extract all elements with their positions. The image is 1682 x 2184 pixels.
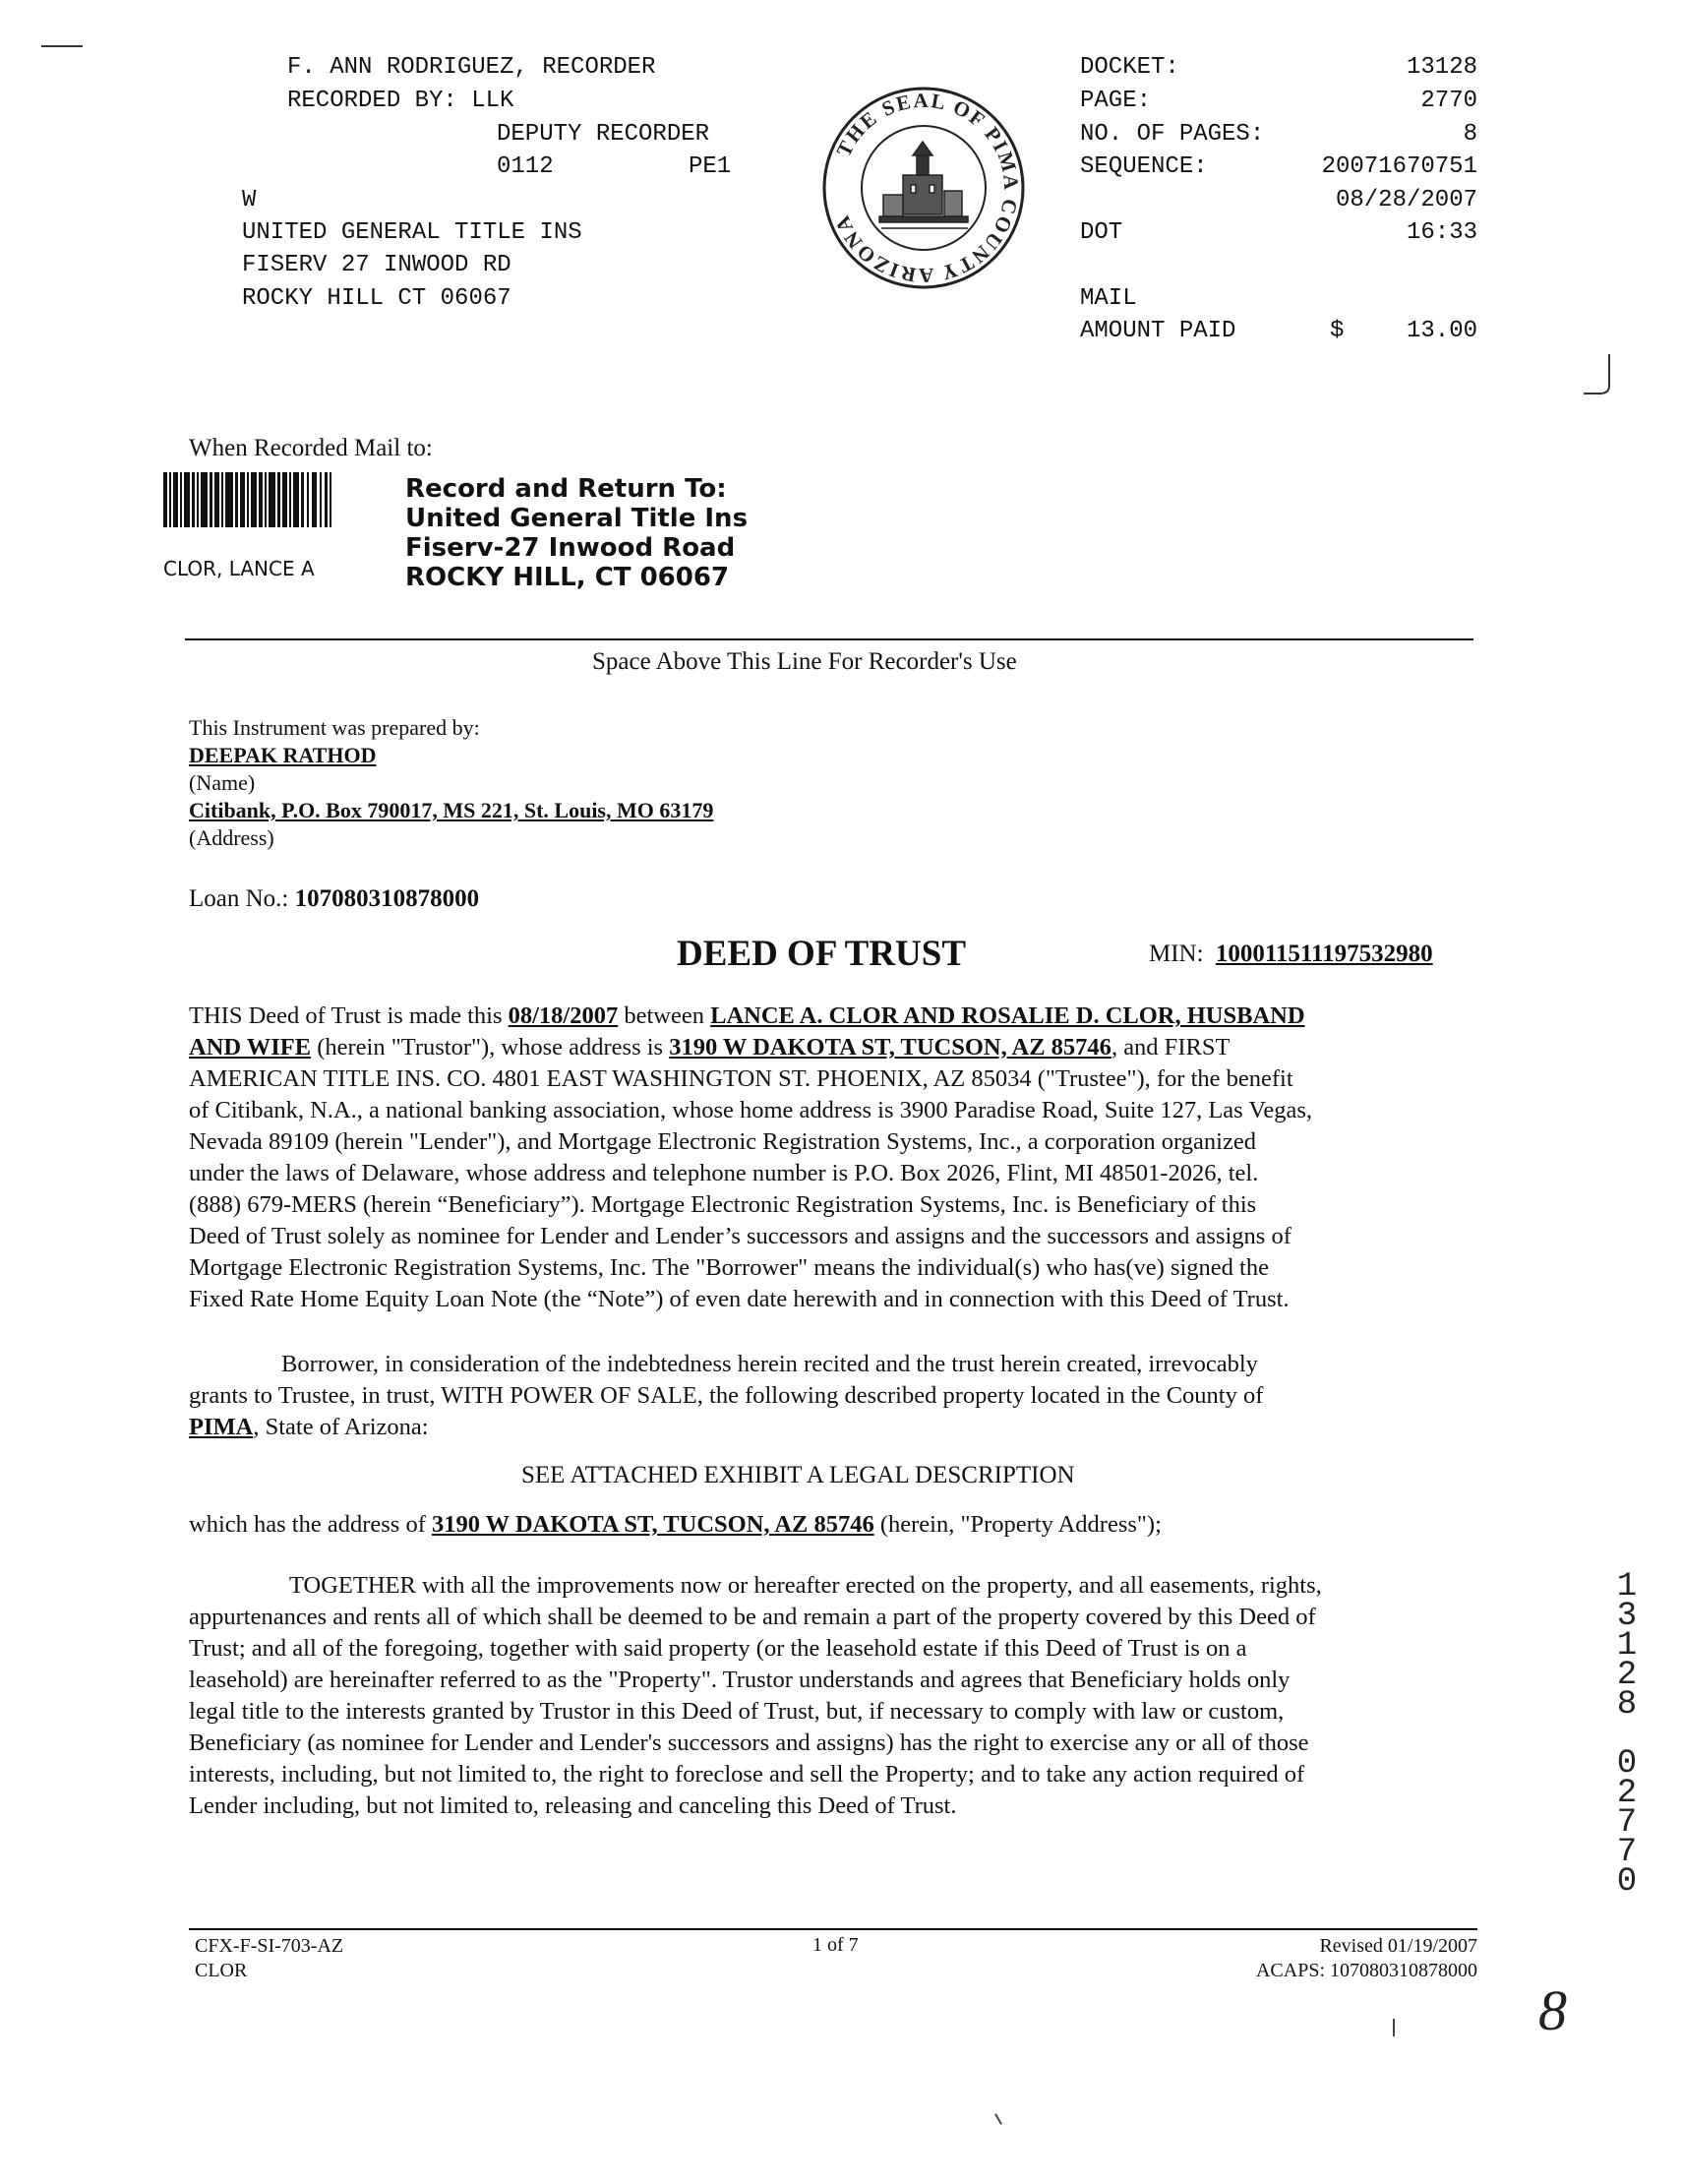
scan-mark-hook <box>1580 350 1615 399</box>
stamp-digit: 2 <box>1616 1657 1638 1694</box>
pages-value: 8 <box>1463 121 1477 148</box>
p1-line-4: of Citibank, N.A., a national banking association, whose home address is 3900 Paradise Road, Suite 127, Las Vegas, <box>189 1097 1313 1123</box>
p3-text: which has the address of <box>189 1511 432 1538</box>
p1-line-1 <box>189 1001 1305 1032</box>
currency-symbol: $ <box>1330 318 1345 344</box>
revision-date: Revised 01/19/2007 <box>1319 1935 1477 1957</box>
recorder-divider <box>185 638 1473 640</box>
handwritten-page-number: 8 <box>1538 1978 1567 2042</box>
stamp-digit: 2 <box>1616 1775 1638 1812</box>
return-line-1: Record and Return To: <box>405 474 727 504</box>
p3-line <box>189 1509 1162 1541</box>
p3-text: (herein, "Property Address"); <box>873 1511 1162 1538</box>
sequence-label: SEQUENCE: <box>1080 153 1208 180</box>
recorder-name: F. ANN RODRIGUEZ, RECORDER <box>287 54 656 81</box>
preparer-address: Citibank, P.O. Box 790017, MS 221, St. Louis, MO 63179 <box>189 798 714 822</box>
p1-line-7: (888) 679-MERS (herein “Beneficiary”). Mortgage Electronic Registration Systems, Inc. is Beneficiary of this <box>189 1191 1257 1218</box>
p1-line-10: Fixed Rate Home Equity Loan Note (the “Note”) of even date herewith and in connection with this Deed of Trust. <box>189 1286 1290 1312</box>
min-number: 100011511197532980 <box>1215 940 1433 967</box>
scan-speck <box>1393 2019 1395 2036</box>
p2-line-2: grants to Trustee, in trust, WITH POWER OF SALE, the following described property located in the County of <box>189 1382 1264 1409</box>
p1-line-2 <box>189 1032 1230 1063</box>
footer-right <box>1131 1934 1477 1983</box>
stamp-digit: 1 <box>1616 1627 1638 1665</box>
margin-docket-stamp <box>1607 1568 1647 1901</box>
footer-left <box>195 1934 343 1983</box>
page-label: PAGE: <box>1080 88 1152 114</box>
page-value: 2770 <box>1420 88 1477 114</box>
scan-speck <box>994 2113 1002 2124</box>
p1-text: (herein "Trustor"), whose address is <box>311 1034 670 1061</box>
trustor-names-cont: AND WIFE <box>189 1034 312 1061</box>
amount-value: 13.00 <box>1406 318 1477 344</box>
amount-label: AMOUNT PAID <box>1080 318 1236 344</box>
p4-line-6: Beneficiary (as nominee for Lender and Lender's successors and assigns) has the right to exercise any or all of those <box>189 1729 1309 1756</box>
stamp-digit: 1 <box>1616 1568 1638 1606</box>
deed-date: 08/18/2007 <box>508 1002 619 1029</box>
p4-line-4: leasehold) are hereinafter referred to as the "Property". Trustor understands and agrees that Beneficiary holds only <box>189 1667 1291 1693</box>
pages-label: NO. OF PAGES: <box>1080 121 1265 148</box>
recording-date: 08/28/2007 <box>1335 187 1477 213</box>
return-line-3: Fiserv-27 Inwood Road <box>405 533 736 563</box>
exhibit-reference: SEE ATTACHED EXHIBIT A LEGAL DESCRIPTION <box>521 1462 1075 1488</box>
prepared-intro: This Instrument was prepared by: <box>189 715 480 740</box>
acaps-number: ACAPS: 107080310878000 <box>1255 1960 1477 1981</box>
min-label: MIN: <box>1149 940 1204 967</box>
docket-value: 13128 <box>1406 54 1477 81</box>
barcode-icon <box>163 472 332 527</box>
when-recorded-label: When Recorded Mail to: <box>189 435 433 461</box>
return-address <box>405 474 748 592</box>
footer-borrower: CLOR <box>195 1960 248 1981</box>
document-title: DEED OF TRUST <box>677 934 967 974</box>
p4-line-3: Trust; and all of the foregoing, together with said property (or the leasehold estate if this Deed of Trust is on a <box>189 1635 1247 1662</box>
page-indicator: 1 of 7 <box>812 1934 859 1956</box>
addressee-line-1: UNITED GENERAL TITLE INS <box>242 219 582 246</box>
p1-line-5: Nevada 89109 (herein "Lender"), and Mortgage Electronic Registration Systems, Inc., a corporation organized <box>189 1128 1256 1155</box>
mail-label: MAIL <box>1080 285 1137 312</box>
p1-line-3: AMERICAN TITLE INS. CO. 4801 EAST WASHINGTON ST. PHOENIX, AZ 85034 ("Trustee"), for the benefit <box>189 1065 1293 1092</box>
recorder-code-2: PE1 <box>689 153 732 180</box>
recording-time: 16:33 <box>1406 219 1477 246</box>
p1-text: , and FIRST <box>1111 1034 1231 1061</box>
p2-line-1: Borrower, in consideration of the indebtedness herein recited and the trust herein created, irrevocably <box>281 1351 1258 1377</box>
recorder-use-label: Space Above This Line For Recorder's Use <box>592 648 1017 675</box>
property-address: 3190 W DAKOTA ST, TUCSON, AZ 85746 <box>431 1511 874 1538</box>
min-row <box>1149 940 1433 968</box>
scan-mark <box>41 45 83 47</box>
return-line-2: United General Title Ins <box>405 504 749 533</box>
stamp-digit: 3 <box>1616 1598 1638 1635</box>
loan-label: Loan No.: <box>189 885 289 912</box>
addressee-line-2: FISERV 27 INWOOD RD <box>242 252 511 278</box>
form-number: CFX-F-SI-703-AZ <box>195 1935 344 1957</box>
docket-label: DOCKET: <box>1080 54 1179 81</box>
p4-line-8: Lender including, but not limited to, releasing and canceling this Deed of Trust. <box>189 1792 957 1819</box>
preparer-name: DEEPAK RATHOD <box>189 743 377 767</box>
recorded-by: RECORDED BY: LLK <box>287 88 514 114</box>
stamp-digit: 0 <box>1616 1863 1638 1901</box>
footer-divider <box>189 1928 1477 1930</box>
prepared-by-block <box>189 714 713 852</box>
p1-line-6: under the laws of Delaware, whose address and telephone number is P.O. Box 2026, Flint, MI 48501-2026, tel. <box>189 1160 1259 1186</box>
stamp-digit: 7 <box>1616 1804 1638 1842</box>
barcode-name: CLOR, LANCE A <box>163 557 315 580</box>
p1-text: THIS Deed of Trust is made this <box>189 1002 509 1029</box>
p4-line-2: appurtenances and rents all of which shall be deemed to be and remain a part of the property covered by this Deed of <box>189 1604 1316 1630</box>
recorder-code: 0112 <box>497 153 554 180</box>
p1-text: between <box>618 1002 711 1029</box>
return-line-4: ROCKY HILL, CT 06067 <box>405 563 730 592</box>
pima-county-seal <box>820 85 1027 291</box>
w-mark: W <box>242 187 257 213</box>
seal-text: THE SEAL OF PIMA COUNTY ARIZONA <box>829 88 1024 288</box>
stamp-digit: 8 <box>1616 1686 1638 1724</box>
p4-line-5: legal title to the interests granted by Trustor in this Deed of Trust, but, if necessary to comply with law or custom, <box>189 1698 1285 1725</box>
p1-line-9: Mortgage Electronic Registration Systems, Inc. The "Borrower" means the individual(s) who has(ve) signed the <box>189 1254 1269 1281</box>
sequence-value: 20071670751 <box>1321 153 1477 180</box>
dot-label: DOT <box>1080 219 1123 246</box>
stamp-digit: 0 <box>1616 1745 1638 1783</box>
addressee-line-3: ROCKY HILL CT 06067 <box>242 285 511 312</box>
loan-number: 107080310878000 <box>294 885 480 912</box>
trustor-names: LANCE A. CLOR AND ROSALIE D. CLOR, HUSBAND <box>710 1002 1305 1029</box>
p2-text: , State of Arizona: <box>253 1414 429 1440</box>
preparer-address-label: (Address) <box>189 825 274 850</box>
p4-line-7: interests, including, but not limited to, the right to foreclose and sell the Property; and to take any action required of <box>189 1761 1305 1788</box>
stamp-digit: 7 <box>1616 1834 1638 1871</box>
county-name: PIMA <box>189 1414 254 1440</box>
trustor-address: 3190 W DAKOTA ST, TUCSON, AZ 85746 <box>669 1034 1111 1061</box>
p4-line-1: TOGETHER with all the improvements now or hereafter erected on the property, and all easements, rights, <box>289 1572 1322 1599</box>
p1-line-8: Deed of Trust solely as nominee for Lender and Lender’s successors and assigns and the successors and assigns of <box>189 1223 1292 1249</box>
deputy-recorder: DEPUTY RECORDER <box>497 121 710 148</box>
p2-line-3 <box>189 1412 429 1443</box>
preparer-name-label: (Name) <box>189 770 256 795</box>
loan-number-row <box>189 885 479 913</box>
